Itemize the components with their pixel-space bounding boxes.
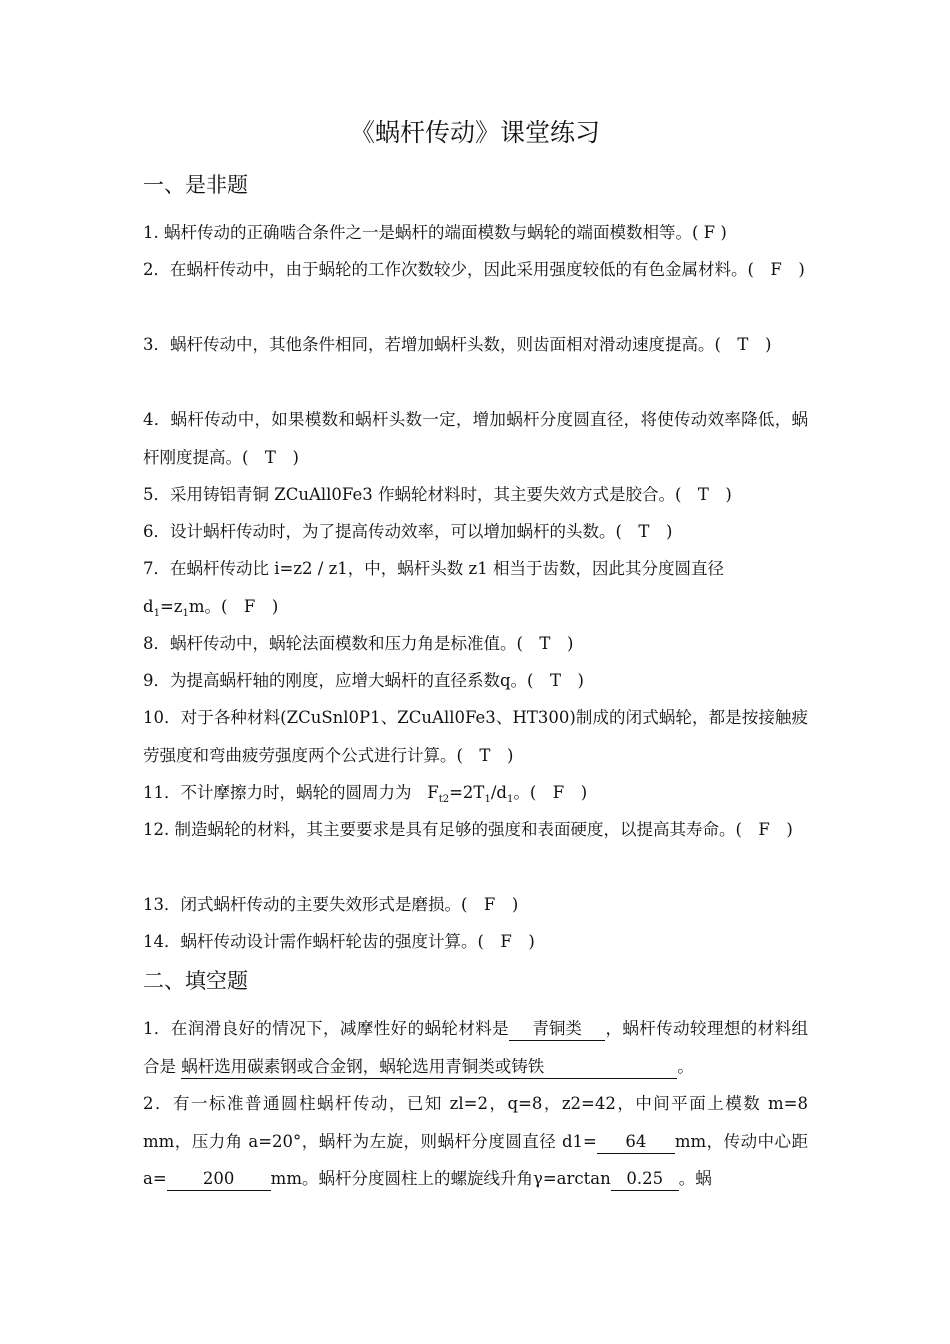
- question-item-9: 9．为提高蜗杆轴的刚度，应增大蜗杆的直径系数q。( T ): [143, 671, 584, 690]
- item-11-formula: $F_{t2}=2T_1/d_1$。( F ): [427, 783, 588, 805]
- question-item-13: 13．闭式蜗杆传动的主要失效形式是磨损。( F ): [143, 895, 519, 914]
- section-heading-fill-blank: 二、填空题: [143, 969, 248, 993]
- question-item-4: 4．蜗杆传动中，如果模数和蜗杆头数一定，增加蜗杆分度圆直径，将使传动效率降低，蜗杆刚度提高。( T ): [143, 410, 808, 467]
- question-item-2: 2．在蜗杆传动中，由于蜗轮的工作次数较少，因此采用强度较低的有色金属材料。( F ): [143, 260, 805, 279]
- question-item-11: [143, 774, 808, 812]
- question-item-14: 14．蜗杆传动设计需作蜗杆轮齿的强度计算。( F ): [143, 932, 535, 951]
- question-item-5: 5．采用铸铝青铜 ZCuAll0Fe3 作蜗轮材料时，其主要失效方式是胶合。( T ): [143, 485, 732, 504]
- question-item-11-text: 11．不计摩擦力时，蜗轮的圆周力为: [143, 783, 412, 802]
- question-item-7-text: 7．在蜗杆传动比 i=z2 / z1，中，蜗杆头数 z1 相当于齿数，因此其分度圆直径: [143, 559, 724, 578]
- answer-blank-2a: 64: [597, 1131, 675, 1154]
- answer-blank-1b: 蜗杆选用碳素钢或合金钢，蜗轮选用青铜类或铸铁: [181, 1056, 677, 1079]
- page-title: 《蜗杆传动》课堂练习: [349, 118, 600, 147]
- answer-blank-1a: 青铜类: [509, 1018, 605, 1041]
- answer-blank-2b: 200: [167, 1168, 271, 1191]
- question-item-6: 6．设计蜗杆传动时，为了提高传动效率，可以增加蜗杆的头数。( T ): [143, 522, 673, 541]
- question-item-1: 1. 蜗杆传动的正确啮合条件之一是蜗杆的端面模数与蜗轮的端面模数相等。( F ): [143, 223, 727, 242]
- question-item-8: 8．蜗杆传动中，蜗轮法面模数和压力角是标准值。( T ): [143, 634, 574, 653]
- answer-blank-2c: 0.25: [611, 1168, 679, 1191]
- question-item-7: [143, 550, 808, 625]
- question-item-3: 3．蜗杆传动中，其他条件相同，若增加蜗杆头数，则齿面相对滑动速度提高。( T ): [143, 335, 772, 354]
- item-7-formula: $d_1=z_1m$。( F ): [143, 596, 279, 619]
- fill-question-2: 2．有一标准普通圆柱蜗杆传动，已知 zl=2，q=8，z2=42，中间平面上模数 m=8 mm，压力角 a=20°，蜗杆为左旋，则蜗杆分度圆直径 d1= 64 mm，传动中心距 a= 200 mm。蜗杆分度圆柱上的螺旋线升角γ=arctan 0.25 。蜗: [143, 1085, 808, 1198]
- question-item-10: 10．对于各种材料(ZCuSnl0P1、ZCuAll0Fe3、HT300)制成的闭式蜗轮，都是按接触疲劳强度和弯曲疲劳强度两个公式进行计算。( T ): [143, 708, 808, 765]
- fill-question-1: 1．在润滑良好的情况下，减摩性好的蜗轮材料是 青铜类 ，蜗杆传动较理想的材料组合是 蜗杆选用碳素钢或合金钢，蜗轮选用青铜类或铸铁 。: [143, 1010, 808, 1085]
- question-item-12: 12. 制造蜗轮的材料，其主要要求是具有足够的强度和表面硬度，以提高其寿命。( F ): [143, 820, 793, 839]
- section-heading-true-false: 一、是非题: [143, 173, 248, 197]
